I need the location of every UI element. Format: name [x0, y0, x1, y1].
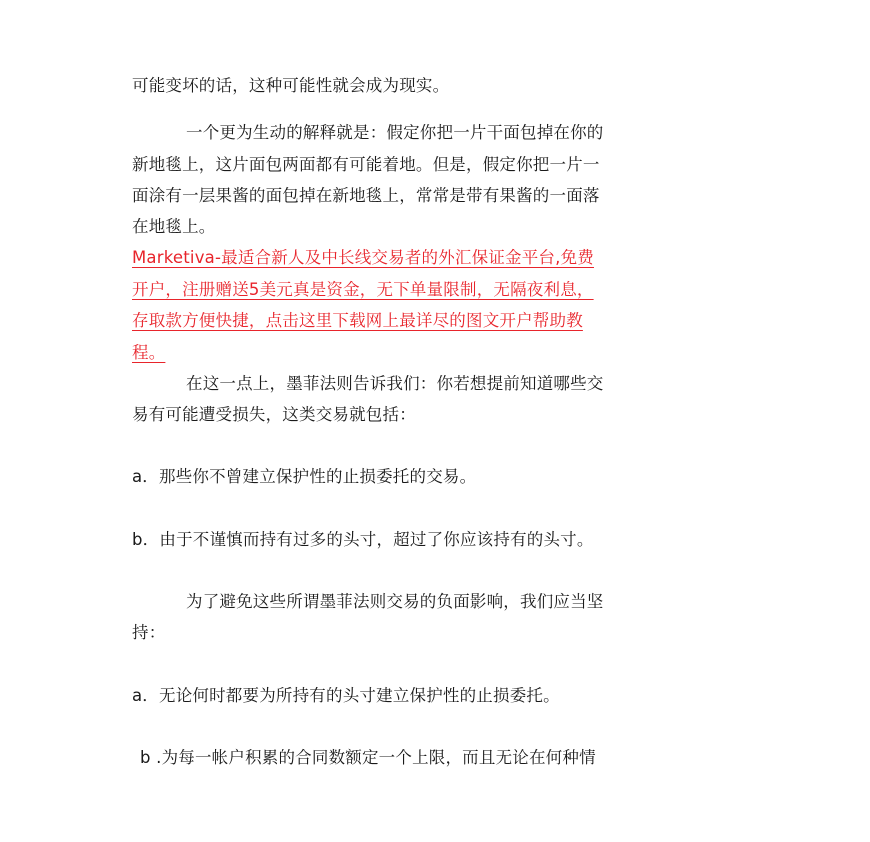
paragraph-line: 易有可能遭受损失，这类交易就包括： — [132, 405, 416, 424]
list-item: b .为每一帐户积累的合同数额定一个上限，而且无论在何种情 — [140, 748, 596, 767]
list-item: a．那些你不曾建立保护性的止损委托的交易。 — [132, 467, 477, 486]
paragraph-line: 可能变坏的话，这种可能性就会成为现实。 — [132, 76, 450, 95]
list-item: a．无论何时都要为所持有的头寸建立保护性的止损委托。 — [132, 686, 560, 705]
paragraph-line: 在这一点上，墨菲法则告诉我们：你若想提前知道哪些交 — [186, 374, 604, 393]
promo-link-line[interactable]: 存取款方便快捷，点击这里下载网上最详尽的图文开户帮助教 — [132, 311, 583, 330]
paragraph-line: 持： — [132, 623, 166, 642]
promo-link-line[interactable]: 开户，注册赠送5美元真是资金，无下单量限制，无隔夜利息， — [132, 280, 594, 299]
promo-link-line[interactable]: Marketiva-最适合新人及中长线交易者的外汇保证金平台,免费 — [132, 248, 594, 267]
paragraph-line: 为了避免这些所谓墨菲法则交易的负面影响，我们应当坚 — [186, 592, 604, 611]
list-item: b．由于不谨慎而持有过多的头寸，超过了你应该持有的头寸。 — [132, 530, 594, 549]
paragraph-line: 面涂有一层果酱的面包掉在新地毯上，常常是带有果酱的一面落 — [132, 186, 600, 205]
paragraph-line: 一个更为生动的解释就是：假定你把一片干面包掉在你的 — [186, 123, 604, 142]
paragraph-line: 新地毯上，这片面包两面都有可能着地。但是，假定你把一片一 — [132, 155, 600, 174]
promo-link-line[interactable]: 程。 — [132, 343, 166, 362]
paragraph-line: 在地毯上。 — [132, 217, 216, 236]
